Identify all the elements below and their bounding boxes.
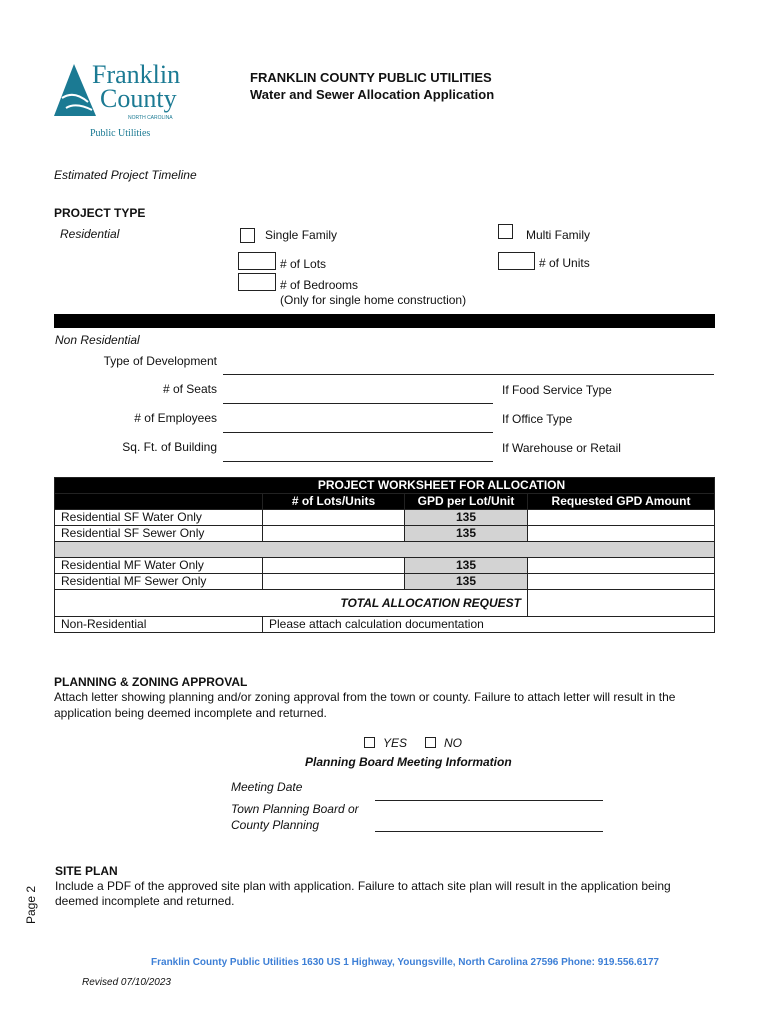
site-plan-text-1: Include a PDF of the approved site plan with application. Failure to attach site plan will result in the application being: [55, 879, 671, 893]
page-title: FRANKLIN COUNTY PUBLIC UTILITIES: [250, 70, 492, 85]
meeting-date-label: Meeting Date: [231, 780, 303, 794]
yes-label: YES: [383, 736, 408, 750]
bedrooms-field[interactable]: [238, 273, 276, 291]
revised-date: Revised 07/10/2023: [82, 977, 171, 988]
multi-family-checkbox[interactable]: [498, 224, 513, 239]
lots-label: # of Lots: [280, 257, 327, 271]
section-divider: [54, 314, 715, 328]
multi-family-label: Multi Family: [526, 228, 591, 242]
gpd-value: 135: [405, 574, 528, 590]
lots-field[interactable]: [238, 252, 276, 270]
meeting-date-line[interactable]: [375, 800, 603, 801]
town-label-1: Town Planning Board or: [231, 802, 359, 816]
food-service-label: If Food Service Type: [502, 383, 612, 397]
type-development-line[interactable]: [223, 374, 714, 375]
logo-franklin: Franklin: [92, 60, 181, 89]
project-type-heading: PROJECT TYPE: [54, 206, 146, 220]
col-lots-header: # of Lots/Units: [263, 494, 405, 510]
col-gpd-header: GPD per Lot/Unit: [405, 494, 528, 510]
town-line[interactable]: [375, 831, 603, 832]
yes-checkbox[interactable]: [364, 737, 375, 748]
units-label: # of Units: [539, 256, 590, 270]
total-row: [55, 590, 715, 617]
town-label-2: County Planning: [231, 818, 320, 832]
table-row: [55, 574, 715, 590]
county-logo: [52, 62, 192, 142]
lots-input[interactable]: [263, 574, 405, 590]
employees-line[interactable]: [223, 432, 493, 433]
row-label: Residential MF Water Only: [55, 558, 263, 574]
bedrooms-label: # of Bedrooms: [280, 278, 359, 292]
no-checkbox[interactable]: [425, 737, 436, 748]
col-requested-header: Requested GPD Amount: [528, 494, 715, 510]
office-type-label: If Office Type: [502, 412, 573, 426]
table-row: [55, 526, 715, 542]
lots-input[interactable]: [263, 510, 405, 526]
spacer-row: [55, 542, 715, 558]
lots-input[interactable]: [263, 558, 405, 574]
sqft-line[interactable]: [223, 461, 493, 462]
seats-label: # of Seats: [162, 382, 217, 396]
row-label: Residential MF Sewer Only: [55, 574, 263, 590]
requested-input[interactable]: [528, 574, 715, 590]
warehouse-label: If Warehouse or Retail: [502, 441, 621, 455]
page-number: Page 2: [24, 885, 38, 925]
allocation-worksheet: [54, 477, 715, 633]
sqft-label: Sq. Ft. of Building: [122, 440, 217, 454]
single-family-checkbox[interactable]: [240, 228, 255, 243]
seats-line[interactable]: [223, 403, 493, 404]
employees-label: # of Employees: [134, 411, 217, 425]
row-label: Residential SF Sewer Only: [55, 526, 263, 542]
site-plan-text-2: deemed incomplete and returned.: [55, 894, 235, 908]
requested-input[interactable]: [528, 510, 715, 526]
footer-address: Franklin County Public Utilities 1630 US 1 Highway, Youngsville, North Carolina 27596 Phone: 919.556.6177: [151, 957, 659, 968]
logo-county: County: [100, 84, 177, 113]
total-input[interactable]: [528, 590, 715, 617]
total-label: TOTAL ALLOCATION REQUEST: [55, 590, 528, 617]
worksheet-header-row: [55, 494, 715, 510]
logo-sub: Public Utilities: [90, 128, 151, 139]
gpd-value: 135: [405, 558, 528, 574]
nonres-label: Non-Residential: [55, 617, 263, 633]
gpd-value: 135: [405, 526, 528, 542]
residential-label: Residential: [60, 227, 120, 241]
requested-input[interactable]: [528, 558, 715, 574]
spacer-cell: [55, 542, 715, 558]
logo-tag: NORTH CAROLINA: [128, 115, 173, 121]
requested-input[interactable]: [528, 526, 715, 542]
header-blank: [55, 494, 263, 510]
site-plan-heading: SITE PLAN: [55, 864, 118, 878]
planning-heading: PLANNING & ZONING APPROVAL: [54, 675, 248, 689]
gpd-value: 135: [405, 510, 528, 526]
worksheet-title: PROJECT WORKSHEET FOR ALLOCATION: [55, 478, 715, 494]
no-label: NO: [444, 736, 462, 750]
table-row: [55, 558, 715, 574]
units-field[interactable]: [498, 252, 535, 270]
non-residential-heading: Non Residential: [55, 333, 140, 347]
bedrooms-note: (Only for single home construction): [280, 293, 467, 307]
timeline-label: Estimated Project Timeline: [54, 168, 197, 182]
planning-text-2: application being deemed incomplete and returned.: [54, 706, 327, 720]
board-heading: Planning Board Meeting Information: [305, 755, 512, 769]
row-label: Residential SF Water Only: [55, 510, 263, 526]
single-family-label: Single Family: [265, 228, 338, 242]
type-development-label: Type of Development: [103, 354, 217, 368]
page-subtitle: Water and Sewer Allocation Application: [250, 87, 495, 102]
nonres-row: [55, 617, 715, 633]
attach-note: Please attach calculation documentation: [263, 617, 715, 633]
lots-input[interactable]: [263, 526, 405, 542]
table-row: [55, 510, 715, 526]
worksheet-title-row: [55, 478, 715, 494]
planning-text-1: Attach letter showing planning and/or zoning approval from the town or county. Failure to attach letter will result in the: [54, 690, 676, 704]
